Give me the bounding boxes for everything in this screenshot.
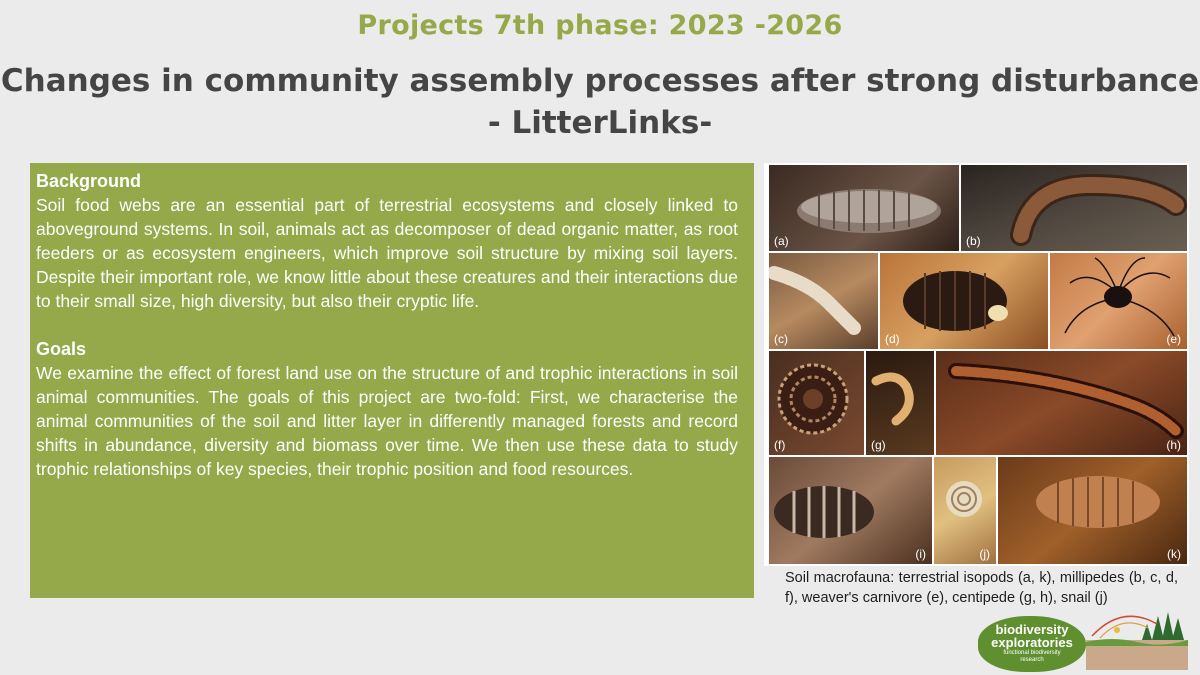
page-title (0, 60, 1200, 144)
goals-text: We examine the effect of forest land use on the structure of and trophic interactions in soil animal communities. The goals of this project are two-fold: First, we characterise the animal communities of the soil and litter layer in differently managed forests and record shifts in abundance, diversity and biomass over time. We then use these data to study trophic relationships of key species, their trophic position and food resources. (36, 363, 738, 479)
photo-h-centipede (936, 351, 1187, 455)
isopod-k-illustration (998, 457, 1187, 564)
photo-label-c: (c) (774, 332, 788, 346)
millipede-illustration (961, 165, 1187, 251)
title-line-2: - LitterLinks- (487, 105, 713, 141)
logo-line-2: exploratories (991, 635, 1073, 650)
photo-g-centipede (866, 351, 934, 455)
photo-d-millipede (880, 253, 1048, 349)
project-description-box (30, 163, 754, 598)
photo-label-i: (i) (915, 547, 926, 561)
photo-label-a: (a) (774, 234, 789, 248)
photo-label-g: (g) (871, 438, 886, 452)
soil-fauna-photo-grid (764, 163, 1189, 566)
logo-line-1: biodiversity (995, 622, 1069, 637)
photo-f-coiled-millipede (769, 351, 864, 455)
photo-i-isopod (769, 457, 932, 564)
centipede-h-illustration (936, 351, 1187, 455)
photo-e-harvestman (1050, 253, 1187, 349)
photo-a-isopod (769, 165, 959, 251)
photo-caption: Soil macrofauna: terrestrial isopods (a, k), millipedes (b, c, d, f), weaver's carnivore (e), centipede (g, h), snail (j) (785, 570, 1178, 606)
title-line-1: Changes in community assembly processes after strong disturbance (0, 63, 1200, 99)
photo-label-b: (b) (966, 234, 981, 248)
pill-millipede-illustration (880, 253, 1048, 349)
phase-title: Projects 7th phase: 2023 -2026 (357, 10, 843, 41)
biodiversity-exploratories-logo (978, 602, 1193, 672)
photo-label-d: (d) (885, 332, 900, 346)
photo-b-millipede (961, 165, 1187, 251)
goals-heading: Goals (36, 339, 87, 359)
photo-c-millipede (769, 253, 878, 349)
photo-label-f: (f) (774, 438, 786, 452)
isopod-illustration (769, 165, 959, 251)
photo-label-k: (k) (1167, 547, 1181, 561)
background-text: Soil food webs are an essential part of terrestrial ecosystems and closely linked to aboveground systems. In soil, animals act as decomposer of dead organic matter, as root feeders or as ecosystem engineers, which improve soil structure by mixing soil layers. Despite their important role, we know little about these creatures and their interactions due to their small size, high diversity, but also their cryptic life. (36, 195, 738, 311)
background-heading: Background (36, 171, 142, 191)
isopod-i-illustration (769, 457, 932, 564)
photo-j-snail (934, 457, 996, 564)
logo-badge (978, 616, 1086, 672)
photo-label-j: (j) (979, 547, 990, 561)
photo-label-e: (e) (1166, 332, 1181, 346)
logo-line-3: functional biodiversity (1003, 650, 1061, 656)
landscape-illustration (1082, 602, 1192, 672)
logo-line-4: research (1020, 657, 1044, 663)
photo-label-h: (h) (1166, 438, 1181, 452)
photo-k-isopod (998, 457, 1187, 564)
